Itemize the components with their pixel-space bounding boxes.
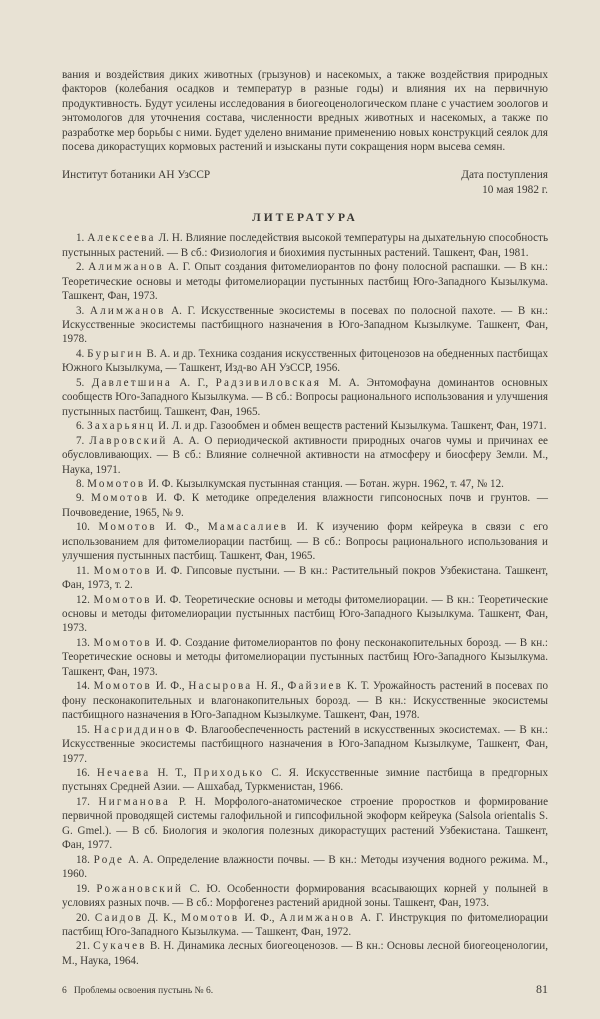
reference-text: М. А. Энтомофауна доминантов основных сообществ Юго-Западного Кызылкума. — В сб.: Вопросы рационального использования и улучшения пустынных пастбищ. Ташкент, Фан, 1965. — [62, 376, 548, 418]
page-footer — [62, 982, 548, 999]
reference-number: 7. — [76, 434, 85, 447]
reference-text: В. А. и др. Техника создания искусственных фитоценозов на обедненных пастбищах Южного Кызылкума, — Ташкент, Изд-во АН УзССР, 1956. — [62, 347, 548, 375]
article-meta — [62, 168, 548, 197]
reference-item — [62, 419, 548, 433]
reference-text: И. Ф., — [151, 680, 189, 693]
reference-text: Ф. Влагообеспеченность растений в искусственных экосистемах. — В кн.: Искусственные экосистемы пастбищного назначения в Юго-Западном Кызылкуме, Ташкент, Фан, 1977. — [62, 723, 548, 765]
reference-item — [62, 477, 548, 491]
signature-mark: 6 — [62, 986, 67, 997]
reference-author: Момотов — [93, 564, 152, 577]
reference-author: Алимжанов — [89, 304, 166, 317]
reference-text: Н. Я., — [252, 680, 288, 693]
reference-text: К. Т. Урожайность растений в посевах по фону песконакопительных и влагонакопительных борозд. — В кн.: Искусственные экосистемы пастбищного назначения в Юго-Западном Кызылкуме. Ташкент, Фан, 1978. — [62, 680, 548, 722]
reference-number: 16. — [76, 767, 90, 780]
reference-text: Д. К., — [142, 911, 182, 924]
reference-author: Захарьянц — [87, 420, 156, 433]
reference-text: И. Ф., — [156, 521, 208, 534]
reference-text: И. К изучению форм кейреука в связи с его использованием для фитомелиорации пастбищ. — В сб.: Вопросы рационального использования и улучшения пустынных пастбищ. Ташкент, Фан, 1965. — [62, 521, 548, 563]
reference-author: Алимжанов — [279, 911, 356, 924]
reference-author: Нечаева — [96, 767, 151, 780]
reference-author: Рожановский — [96, 882, 184, 895]
reference-number: 21. — [76, 940, 90, 953]
reference-author: Саидов — [94, 911, 143, 924]
reference-text: Л. Н. Влияние последействия высокой температуры на дыхательную способность пустынных растений. — В сб.: Физиология и биохимия пустынных растений. Ташкент, Фан, 1981. — [62, 232, 549, 259]
reference-author: Роде — [93, 853, 125, 866]
received-label: Дата поступления — [461, 169, 548, 182]
reference-text: И. Ф. Гипсовые пустыни. — В кн.: Растительный покров Узбекистана. Ташкент, Фан, 1973, т. 2. — [62, 564, 548, 592]
reference-author: Момотов — [93, 593, 152, 606]
reference-text: А. А. Определение влажности почвы. — В кн.: Методы изучения водного режима. М., 1960. — [62, 853, 548, 881]
footer-journal-line — [62, 984, 213, 999]
reference-text: А. Г. Искусственные экосистемы в посевах по полосной пахоте. — В кн.: Искусственные экосистемы пастбищного назначения в Юго-Западном Кызылкуме. Ташкент, Фан, 1978. — [62, 304, 548, 346]
reference-item — [62, 882, 548, 911]
reference-text: С. Я. Искусственные зимние пастбища в предгорных пустынях Средней Азии. — Ашхабад, Туркменистан, 1966. — [62, 767, 548, 794]
reference-author: Файзиев — [287, 680, 344, 693]
reference-author: Насырова — [188, 680, 253, 693]
reference-item — [62, 853, 548, 882]
reference-author: Давлетшина — [91, 376, 172, 389]
reference-item — [62, 636, 548, 679]
reference-author: Нигманова — [98, 795, 171, 808]
reference-item — [62, 679, 548, 722]
reference-number: 6. — [76, 420, 85, 433]
reference-number: 13. — [76, 636, 90, 649]
reference-item — [62, 723, 548, 766]
reference-text: И. Л. и др. Газообмен и обмен веществ растений Кызылкума. Ташкент, Фан, 1971. — [155, 420, 547, 433]
reference-author: Бурыгин — [87, 347, 144, 360]
reference-text: А. Г. Инструкция по фитомелиорации пастбищ Юго-Западного Кызылкума. — Ташкент, Фан, 1972. — [62, 911, 548, 938]
reference-text: А. Г., — [171, 376, 216, 389]
reference-item — [62, 593, 548, 636]
received-date-block — [461, 168, 548, 197]
reference-item — [62, 304, 548, 347]
reference-text: И. Ф., — [239, 911, 280, 924]
reference-text: Р. Н. Морфолого-анатомическое строение проростков и формирование первичной проводящей системы галофильной и гипсофильной экоформ кейреука (Salsola orientalis S. G. Gmel.). — В сб. Биология и экология полезных дикорастущих растений Узбекистана. Ташкент, Фан, 1977. — [62, 795, 548, 852]
reference-item — [62, 911, 548, 940]
references-list — [62, 231, 548, 968]
received-date: 10 мая 1982 г. — [482, 183, 548, 196]
reference-text: И. Ф. Теоретические основы и методы фитомелиорации. — В кн.: Теоретические основы и методы фитомелиорации пустынных пастбищ Юго-Западного Кызылкума. Ташкент, Фан, 1973. — [62, 593, 548, 635]
page-number: 81 — [536, 982, 548, 997]
reference-item — [62, 939, 548, 968]
reference-number: 19. — [76, 882, 90, 895]
reference-author: Приходько — [193, 767, 265, 780]
reference-item — [62, 491, 548, 520]
reference-number: 20. — [76, 911, 90, 924]
reference-author: Момотов — [87, 477, 146, 490]
reference-number: 12. — [76, 593, 90, 606]
reference-item — [62, 347, 548, 376]
reference-text: И. Ф. К методике определения влажности гипсоносных почв и грунтов. — Почвоведение, 1965, № 9. — [62, 492, 548, 519]
reference-number: 4. — [76, 347, 85, 360]
reference-number: 9. — [76, 492, 85, 505]
reference-item — [62, 260, 548, 303]
reference-number: 10. — [76, 521, 90, 534]
reference-author: Алексеева — [87, 232, 156, 245]
reference-author: Лавровский — [89, 434, 168, 447]
reference-item — [62, 766, 548, 795]
reference-number: 17. — [76, 795, 90, 808]
reference-text: Н. Т., — [150, 767, 194, 780]
reference-number: 3. — [76, 304, 85, 317]
reference-author: Сукачев — [93, 940, 147, 953]
reference-item — [62, 795, 548, 853]
reference-author: Момотов — [98, 521, 157, 534]
reference-author: Алимжанов — [88, 261, 164, 274]
reference-text: А. А. О периодической активности природных очагов чумы и причинах ее обусловливающих. — В сб.: Влияние солнечной активности на атмосферу и биосферу Земли. М., Наука, 1971. — [62, 434, 548, 476]
reference-number: 2. — [76, 261, 85, 274]
reference-author: Момотов — [91, 492, 150, 505]
reference-item — [62, 376, 548, 419]
reference-author: Насриддинов — [93, 723, 182, 736]
reference-text: В. Н. Динамика лесных биогеоценозов. — В кн.: Основы лесной биогеоценологии, М., Наука, 1964. — [62, 940, 548, 967]
intro-paragraph: вания и воздействия диких животных (грызунов) и насекомых, а также воздействия природных факторов (колебания осадков и температур в разные годы) и влияния их на первичную продуктивность. Будут усилены исследования в биогеоценологическом плане с участием зоологов и энтомологов для уточнения состава, численности вредных животных и насекомых, а также по разработке мер борьбы с ними. Будет уделено внимание применению новых конструкций сеялок для посева дикорастущих кормовых растений и изысканы пути сокращения норм высева семян. — [62, 69, 549, 154]
reference-item — [62, 434, 548, 477]
reference-author: Радзивиловская — [215, 376, 322, 389]
reference-author: Момотов — [93, 636, 152, 649]
reference-number: 15. — [76, 723, 90, 736]
reference-item — [62, 564, 548, 593]
reference-item — [62, 520, 548, 563]
reference-number: 14. — [76, 680, 90, 693]
reference-author: Мамасалиев — [207, 521, 289, 534]
reference-text: А. Г. Опыт создания фитомелиорантов по фону полосной распашки. — В кн.: Теоретические основы и методы фитомелиорации пустынных пастбищ Юго-Западного Кызылкума. Ташкент, Фан, 1973. — [62, 261, 548, 303]
reference-author: Момотов — [93, 680, 152, 693]
reference-number: 8. — [76, 477, 85, 490]
reference-author: Момотов — [181, 911, 240, 924]
reference-text: И. Ф. Кызылкумская пустынная станция. — Ботан. журн. 1962, т. 47, № 12. — [145, 477, 504, 490]
reference-number: 1. — [76, 232, 85, 245]
references-heading: ЛИТЕРАТУРА — [252, 212, 358, 225]
reference-item — [62, 231, 548, 260]
journal-name: Проблемы освоения пустынь № 6. — [73, 986, 214, 997]
reference-text: И. Ф. Создание фитомелиорантов по фону песконакопительных борозд. — В кн.: Теоретические основы и методы фитомелиорации пустынных пастбищ Юго-Западного Кызылкума. Ташкент, Фан, 1973. — [62, 636, 548, 678]
reference-text: С. Ю. Особенности формирования всасывающих корней у полыней в условиях разных почв. — В сб.: Морфогенез растений аридной зоны. Ташкент, Фан, 1973. — [62, 882, 548, 910]
reference-number: 5. — [76, 376, 85, 389]
institute-affiliation: Институт ботаники АН УзССР — [62, 169, 211, 182]
reference-number: 11. — [76, 564, 90, 577]
reference-number: 18. — [76, 853, 90, 866]
